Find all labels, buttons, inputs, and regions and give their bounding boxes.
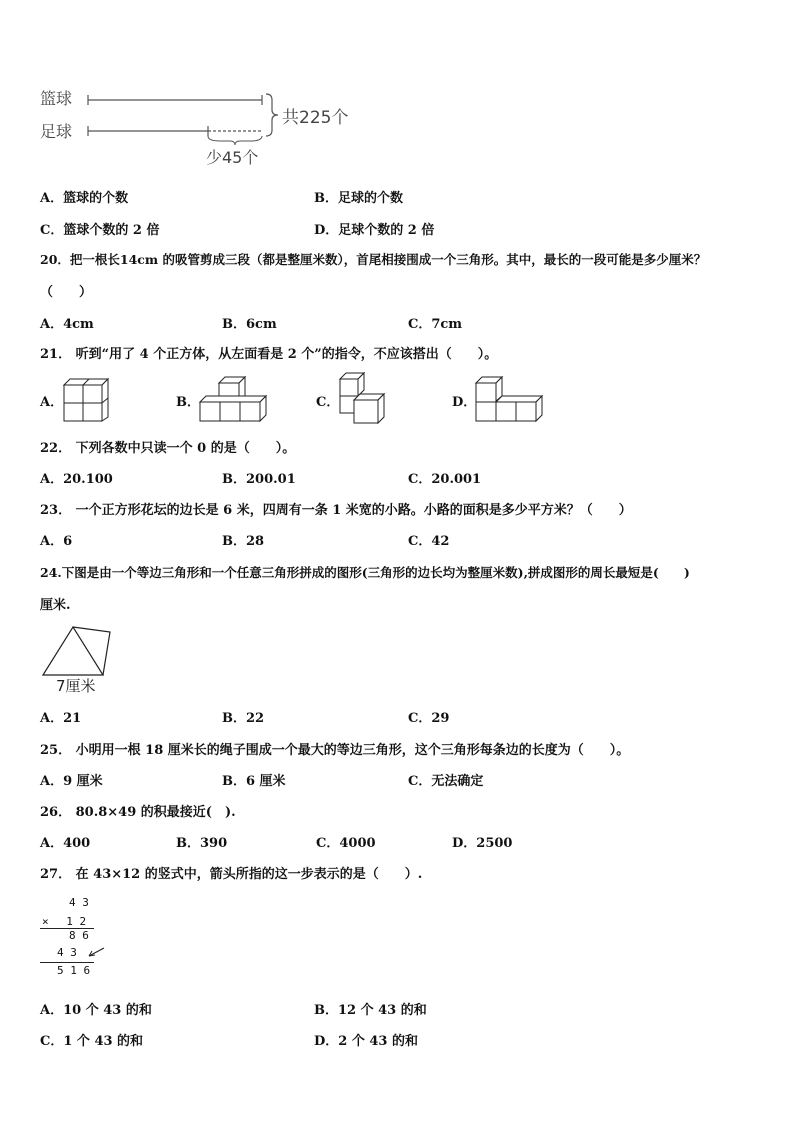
q21-option-c[interactable]: C．: [316, 395, 340, 410]
q20-text: 20．把一根长14cm 的吸管剪成三段（都是整厘米数），首尾相接围成一个三角形。其中，最长的一段可能是多少厘米？: [40, 252, 707, 267]
q24-option-c[interactable]: C．29: [408, 711, 450, 726]
q27-option-b[interactable]: B．12 个 43 的和: [314, 1003, 427, 1018]
q27-text: 27． 在 43×12 的竖式中，箭头所指的这一步表示的是（ ）.: [40, 867, 423, 882]
q23-option-c[interactable]: C．42: [408, 534, 450, 549]
q24-text-continued: 厘米.: [40, 598, 71, 613]
q26-option-d[interactable]: D．2500: [452, 836, 513, 851]
less-label: 少45个: [206, 148, 259, 167]
q24-option-b[interactable]: B．22: [222, 711, 265, 726]
calc-rule-2: [40, 962, 94, 963]
q20-option-b[interactable]: B．6cm: [222, 317, 277, 332]
q26-option-c[interactable]: C．4000: [316, 836, 376, 851]
q24-text: 24.下图是由一个等边三角形和一个任意三角形拼成的图形(三角形的边长均为整厘米数),拼成图形的周长最短是( ): [40, 565, 690, 580]
q27-option-d[interactable]: D．2 个 43 的和: [314, 1034, 418, 1049]
cube-figure-b: [198, 375, 268, 423]
segment-lines: [80, 88, 280, 148]
q24-option-a[interactable]: A．21: [40, 711, 82, 726]
q21-option-b[interactable]: B．: [176, 395, 200, 410]
q26-text: 26． 80.8×49 的积最接近( ).: [40, 805, 236, 820]
q27-option-c[interactable]: C．1 个 43 的和: [40, 1034, 144, 1049]
q22-option-c[interactable]: C．20.001: [408, 472, 482, 487]
cube-figure-d: [474, 375, 544, 423]
q23-option-a[interactable]: A．6: [40, 534, 73, 549]
triangle-figure: [40, 622, 114, 678]
calc-line-4: 4 3: [57, 946, 77, 959]
q21-text: 21． 听到“用了 4 个正方体，从左面看是 2 个”的指令，不应该搭出（ ）。: [40, 347, 498, 362]
calc-line-1: 4 3: [69, 896, 89, 909]
q25-option-b[interactable]: B．6 厘米: [222, 774, 286, 789]
q20-option-a[interactable]: A．4cm: [40, 317, 94, 332]
q19-option-c[interactable]: C．篮球个数的 2 倍: [40, 223, 160, 238]
q19-option-b[interactable]: B．足球的个数: [314, 191, 403, 206]
q25-option-a[interactable]: A．9 厘米: [40, 774, 103, 789]
q19-option-a[interactable]: A．篮球的个数: [40, 191, 129, 206]
calc-line-5: 5 1 6: [57, 964, 91, 977]
q25-option-c[interactable]: C．无法确定: [408, 774, 484, 789]
q26-option-b[interactable]: B．390: [176, 836, 228, 851]
q21-option-d[interactable]: D．: [452, 395, 477, 410]
cube-figure-a: [62, 375, 110, 423]
q22-option-a[interactable]: A．20.100: [40, 472, 113, 487]
triangle-side-label: 7厘米: [56, 677, 96, 695]
basketball-label: 篮球: [40, 89, 73, 108]
calc-line-2: × 1 2: [42, 915, 87, 928]
football-label: 足球: [40, 122, 73, 141]
q19-option-d[interactable]: D．足球个数的 2 倍: [314, 223, 435, 238]
q22-option-b[interactable]: B．200.01: [222, 472, 296, 487]
total-label: 共225个: [282, 108, 349, 128]
q20-option-c[interactable]: C．7cm: [408, 317, 463, 332]
q27-option-a[interactable]: A．10 个 43 的和: [40, 1003, 152, 1018]
cube-figure-c: [336, 370, 388, 426]
q23-text: 23． 一个正方形花坛的边长是 6 米，四周有一条 1 米宽的小路。小路的面积是多少平方米？（ ）: [40, 503, 632, 518]
arrow-icon: [86, 946, 106, 960]
q20-blank: （ ）: [40, 285, 93, 300]
q23-option-b[interactable]: B．28: [222, 534, 265, 549]
q21-option-a[interactable]: A．: [40, 395, 64, 410]
q25-text: 25． 小明用一根 18 厘米长的绳子围成一个最大的等边三角形，这个三角形每条边的长度为（ ）。: [40, 743, 630, 758]
q22-text: 22． 下列各数中只读一个 0 的是（ ）。: [40, 441, 296, 456]
q26-option-a[interactable]: A．400: [40, 836, 91, 851]
calc-line-3: 8 6: [69, 929, 89, 942]
